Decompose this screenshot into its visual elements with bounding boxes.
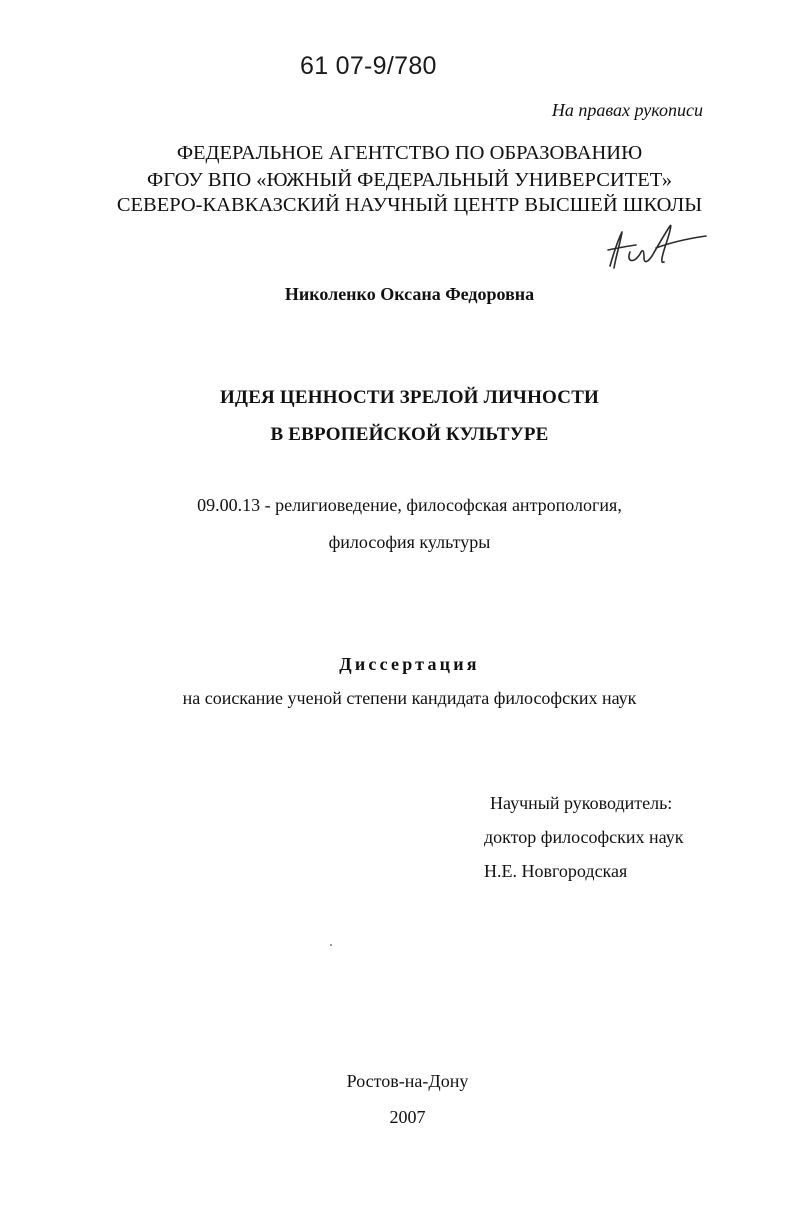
rights-note: На правах рукописи: [551, 100, 703, 120]
organization-line-1: ФЕДЕРАЛЬНОЕ АГЕНТСТВО ПО ОБРАЗОВАНИЮ: [176, 142, 643, 164]
specialty-line-1: 09.00.13 - религиоведение, философская антропология,: [197, 495, 622, 515]
degree-statement: на соискание ученой степени кандидата философских наук: [182, 688, 637, 708]
advisor-name: Н.Е. Новгородская: [484, 861, 628, 881]
city: Ростов-на-Дону: [346, 1071, 469, 1091]
advisor-degree: доктор философских наук: [484, 827, 684, 847]
handwritten-signature: [600, 218, 710, 278]
scan-speck: [330, 944, 332, 946]
organization-line-3: СЕВЕРО-КАВКАЗСКИЙ НАУЧНЫЙ ЦЕНТР ВЫСШЕЙ ШКОЛЫ: [116, 194, 703, 216]
organization-line-2: ФГОУ ВПО «ЮЖНЫЙ ФЕДЕРАЛЬНЫЙ УНИВЕРСИТЕТ»: [147, 169, 672, 191]
year: 2007: [389, 1107, 426, 1127]
dissertation-title-line-2: В ЕВРОПЕЙСКОЙ КУЛЬТУРЕ: [270, 424, 549, 445]
author-name: Николенко Оксана Федоровна: [284, 284, 535, 304]
catalog-number: 61 07-9/780: [300, 52, 437, 80]
specialty-line-2: философия культуры: [328, 532, 491, 552]
advisor-role: Научный руководитель:: [490, 793, 673, 813]
document-type: Диссертация: [339, 654, 480, 674]
dissertation-title-line-1: ИДЕЯ ЦЕННОСТИ ЗРЕЛОЙ ЛИЧНОСТИ: [219, 387, 600, 408]
